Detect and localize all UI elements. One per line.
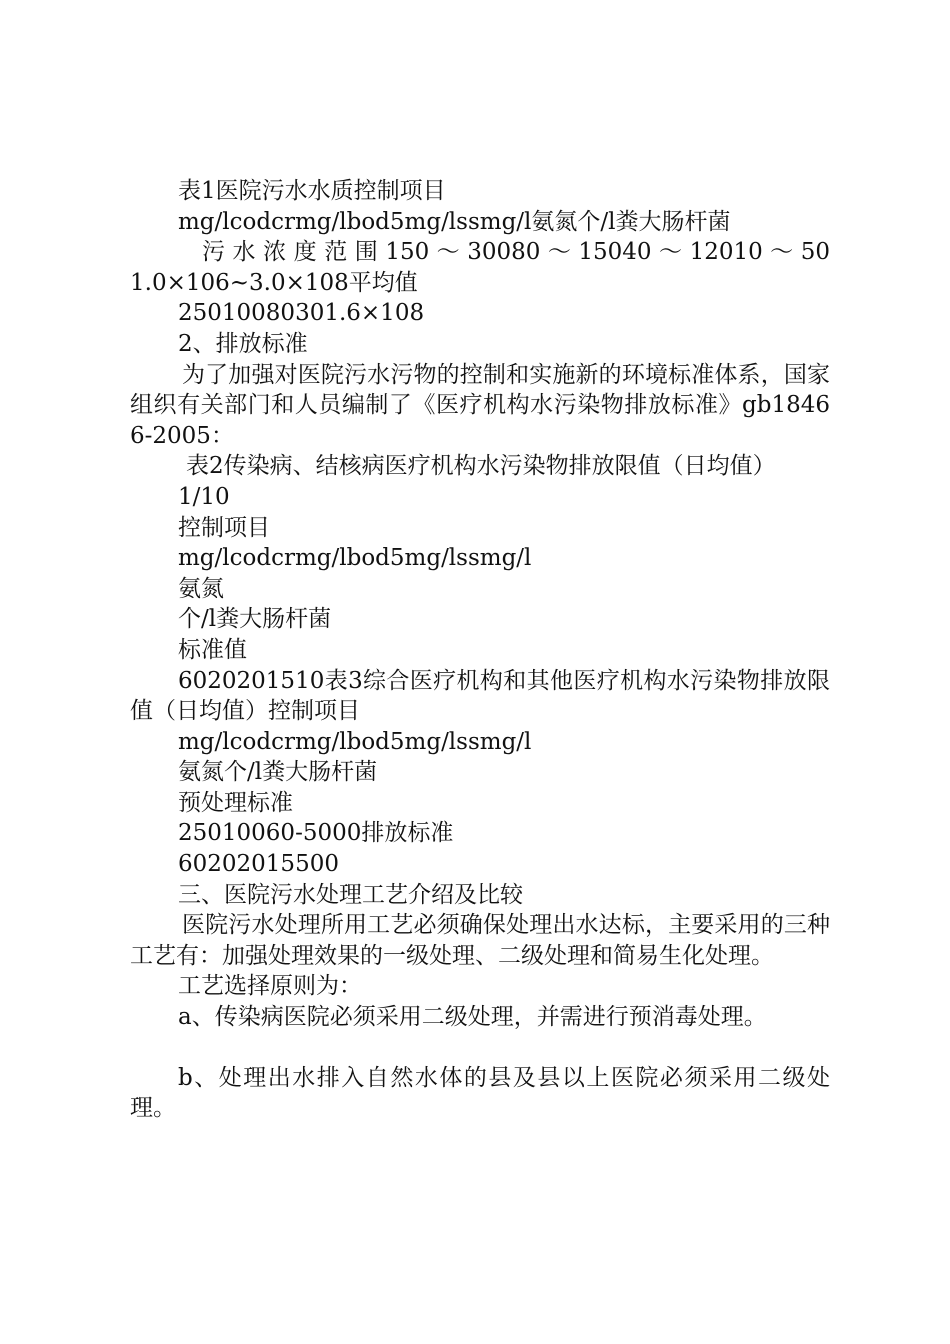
table-1-title: 表1医院污水水质控制项目 [178,178,446,204]
table-2-coliform: 个/l粪大肠杆菌 [178,606,332,633]
paragraph-standard-intro: 为了加强对医院污水污物的控制和实施新的环境标准体系，国家组织有关部门和人员编制了《医疗机构水污染物排放标准》gb18466-2005： [130,361,830,449]
page-number: 1/10 [178,483,230,510]
document-page [130,176,830,1124]
list-item-b: b、处理出水排入自然水体的县及县以上医院必须采用二级处理。 [130,1064,830,1122]
blank-line [130,1033,830,1063]
table-2-units: mg/lcodcrmg/lbod5mg/lssmg/l [178,545,532,572]
table-2-control-item: 控制项目 [178,514,270,541]
section-heading-process-comparison: 三、医院污水处理工艺介绍及比较 [178,881,523,908]
table-3-pretreatment-values: 25010060-5000排放标准 [178,820,454,847]
table-3-pretreatment-label: 预处理标准 [178,789,293,816]
section-heading-discharge-standard: 2、排放标准 [178,330,308,357]
table-1-header: mg/lcodcrmg/lbod5mg/lssmg/l氨氮个/l粪大肠杆菌 [178,208,731,235]
paragraph-process-intro: 医院污水处理所用工艺必须确保处理出水达标，主要采用的三种工艺有：加强处理效果的一级处理、二级处理和简易生化处理。 [130,912,830,969]
table-2-title: 表2传染病、结核病医疗机构水污染物排放限值（日均值） [186,453,776,480]
table-3-ammonia-coliform: 氨氮个/l粪大肠杆菌 [178,759,378,786]
table-3-discharge-values: 60202015500 [178,851,339,878]
list-item-a: a、传染病医院必须采用二级处理，并需进行预消毒处理。 [178,1004,767,1031]
table-2-ammonia: 氨氮 [178,575,224,602]
table-2-standard-value-label: 标准值 [178,636,247,663]
table-1-average-row: 25010080301.6×108 [178,300,425,327]
table-1-range-row: 污 水 浓 度 范 围 150 ～ 30080 ～ 15040 ～ 12010 ～ 501.0×106~3.0×108平均值 [130,239,830,296]
table-3-units: mg/lcodcrmg/lbod5mg/lssmg/l [178,728,532,755]
table-2-values-and-table-3-title: 6020201510表3综合医疗机构和其他医疗机构水污染物排放限值（日均值）控制项目 [130,667,830,725]
paragraph-selection-principle: 工艺选择原则为： [178,973,362,1000]
